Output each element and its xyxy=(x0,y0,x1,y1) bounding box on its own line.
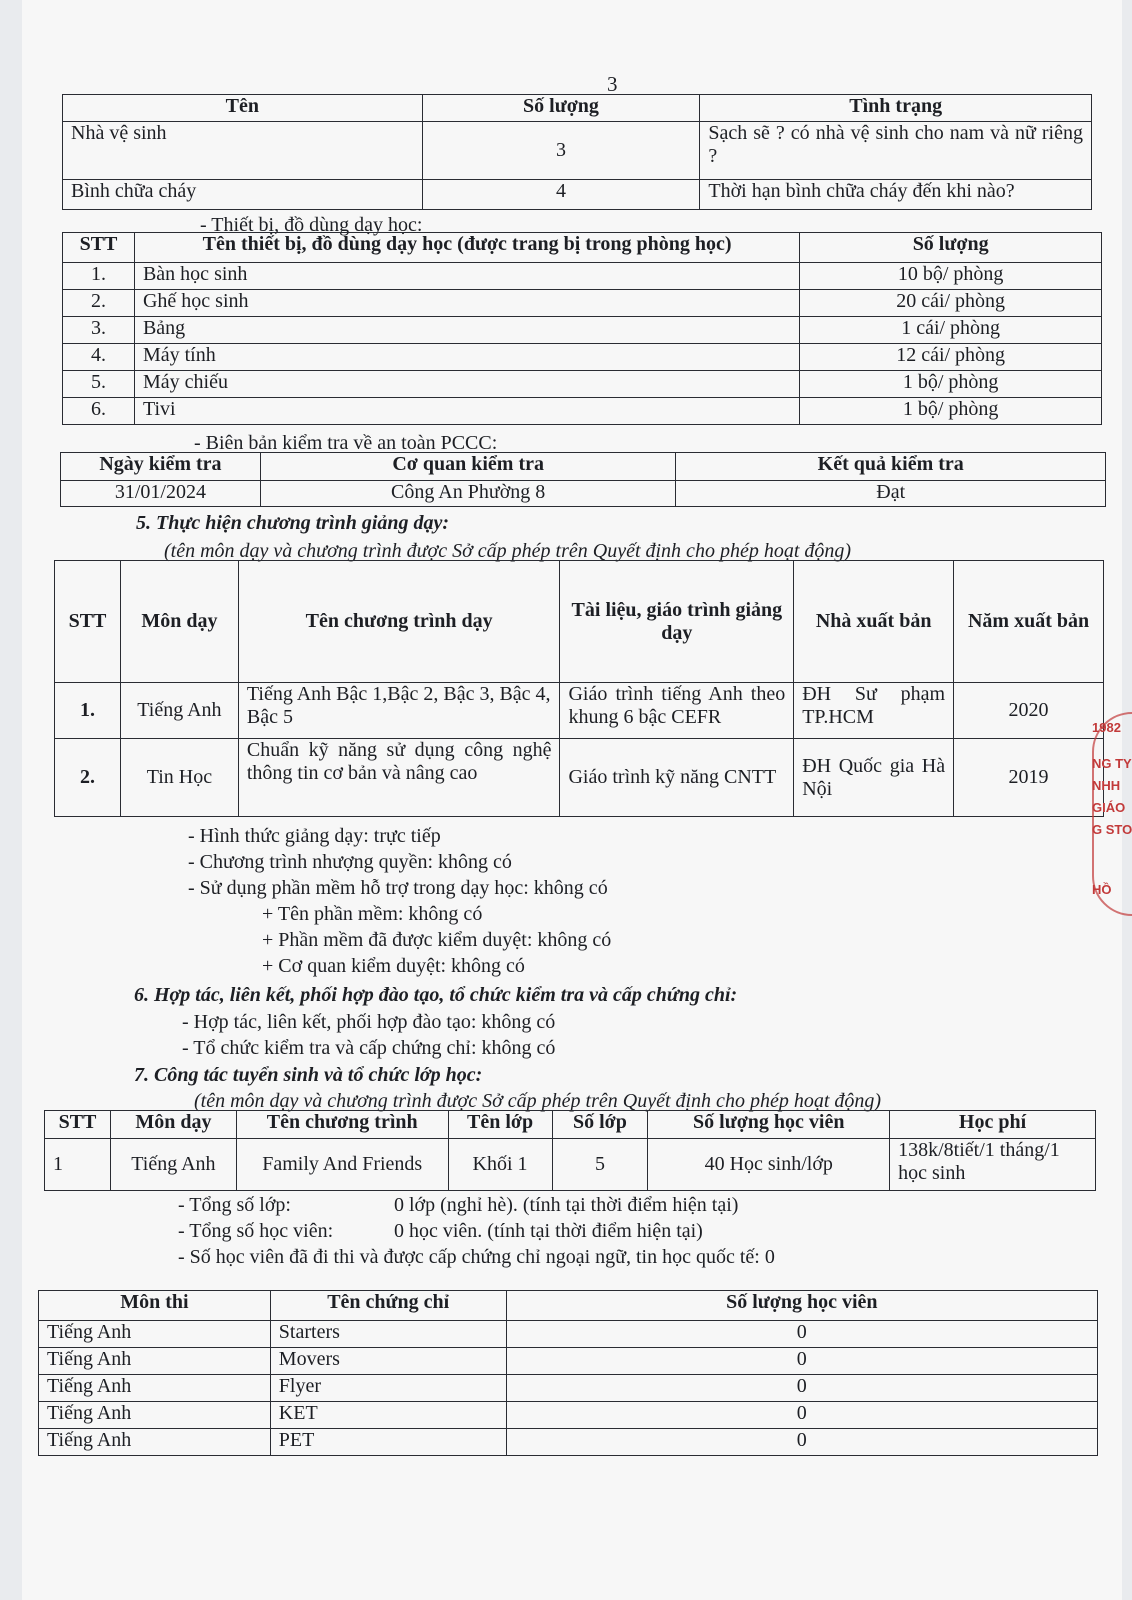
cell-quantity: 4 xyxy=(422,180,700,210)
cert-note: - Số học viên đã đi thi và được cấp chứng chỉ ngoại ngữ, tin học quốc tế: 0 xyxy=(178,1246,775,1268)
stamp-border xyxy=(1092,712,1132,916)
cell-quantity: 3 xyxy=(422,122,700,180)
table-row xyxy=(63,290,1102,317)
cell-student-count: 0 xyxy=(506,1321,1097,1348)
table-row xyxy=(39,1348,1098,1375)
header-program: Tên chương trình dạy xyxy=(238,561,560,683)
cell-stt: 3. xyxy=(63,317,135,344)
stamp-text: HỒ xyxy=(1092,882,1112,897)
header-stt: STT xyxy=(55,561,121,683)
cell-student-count: 0 xyxy=(506,1375,1097,1402)
cell-equipment: Bảng xyxy=(134,317,799,344)
stamp-text: G STO xyxy=(1092,822,1132,837)
note-line xyxy=(178,1194,738,1217)
cell-name: Nhà vệ sinh xyxy=(63,122,423,180)
note-line: - Chương trình nhượng quyền: không có xyxy=(188,851,512,873)
cell-program: Tiếng Anh Bậc 1,Bậc 2, Bậc 3, Bậc 4, Bậc 5 xyxy=(238,683,560,739)
cell-stt: 1 xyxy=(45,1139,111,1191)
header-date: Ngày kiểm tra xyxy=(61,453,261,481)
cell-result: Đạt xyxy=(676,481,1106,507)
cell-subject: Tiếng Anh xyxy=(120,683,238,739)
header-name: Tên xyxy=(63,95,423,122)
header-result: Kết quả kiểm tra xyxy=(676,453,1106,481)
table-row xyxy=(39,1402,1098,1429)
table-row xyxy=(39,1375,1098,1402)
table-row xyxy=(63,371,1102,398)
cell-student-count: 0 xyxy=(506,1348,1097,1375)
note-line: - Tổ chức kiểm tra và cấp chứng chỉ: không có xyxy=(182,1037,556,1059)
cell-equipment: Bàn học sinh xyxy=(134,263,799,290)
header-materials: Tài liệu, giáo trình giảng dạy xyxy=(560,561,794,683)
cell-date: 31/01/2024 xyxy=(61,481,261,507)
fire-safety-table xyxy=(60,452,1106,507)
cell-students: 40 Học sinh/lớp xyxy=(648,1139,890,1191)
cell-quantity: 1 bộ/ phòng xyxy=(800,398,1102,425)
page-number: 3 xyxy=(607,72,618,96)
certificates-table xyxy=(38,1290,1098,1456)
header-students: Số lượng học viên xyxy=(648,1111,890,1139)
cell-exam-subject: Tiếng Anh xyxy=(39,1321,271,1348)
header-class: Tên lớp xyxy=(448,1111,552,1139)
cell-student-count: 0 xyxy=(506,1402,1097,1429)
curriculum-table xyxy=(54,560,1104,817)
note-line: - Hợp tác, liên kết, phối hợp đào tạo: không có xyxy=(182,1011,556,1033)
cell-quantity: 10 bộ/ phòng xyxy=(800,263,1102,290)
note-line: + Phần mềm đã được kiểm duyệt: không có xyxy=(262,929,612,951)
table-row xyxy=(39,1429,1098,1456)
header-fee: Học phí xyxy=(890,1111,1096,1139)
table-row xyxy=(63,122,1092,180)
header-exam-subject: Môn thi xyxy=(39,1291,271,1321)
cell-class-count: 5 xyxy=(552,1139,648,1191)
header-subject: Môn dạy xyxy=(120,561,238,683)
cell-equipment: Ghế học sinh xyxy=(134,290,799,317)
cell-class: Khối 1 xyxy=(448,1139,552,1191)
cell-certificate: PET xyxy=(270,1429,506,1456)
header-certificate: Tên chứng chỉ xyxy=(270,1291,506,1321)
note-line xyxy=(178,1220,703,1243)
table-row xyxy=(55,739,1104,817)
note-line: - Hình thức giảng dạy: trực tiếp xyxy=(188,825,441,847)
stamp-text: NG TY xyxy=(1092,756,1132,771)
document-page xyxy=(22,0,1122,1600)
section7-subtitle: (tên môn dạy và chương trình được Sở cấp phép trên Quyết định cho phép hoạt động) xyxy=(194,1090,882,1112)
note-label: - Tổng số học viên: xyxy=(178,1220,334,1242)
cell-equipment: Tivi xyxy=(134,398,799,425)
section5-subtitle: (tên môn dạy và chương trình được Sở cấp phép trên Quyết định cho phép hoạt động) xyxy=(164,540,852,562)
note-label: - Tổng số lớp: xyxy=(178,1194,291,1216)
table-row xyxy=(63,344,1102,371)
cell-subject: Tiếng Anh xyxy=(110,1139,236,1191)
cell-materials: Giáo trình tiếng Anh theo khung 6 bậc CEFR xyxy=(560,683,794,739)
facilities-table xyxy=(62,94,1092,210)
cell-program: Chuẩn kỹ năng sử dụng công nghệ thông tin cơ bản và nâng cao xyxy=(238,739,560,817)
cell-certificate: Movers xyxy=(270,1348,506,1375)
header-class-count: Số lớp xyxy=(552,1111,648,1139)
equipment-intro: - Thiết bị, đồ dùng dạy học: xyxy=(200,214,423,236)
cell-stt: 1. xyxy=(63,263,135,290)
section5-title: 5. Thực hiện chương trình giảng dạy: xyxy=(136,512,450,534)
stamp-text: NHH xyxy=(1092,778,1121,793)
cell-quantity: 1 bộ/ phòng xyxy=(800,371,1102,398)
cell-exam-subject: Tiếng Anh xyxy=(39,1402,271,1429)
cell-program: Family And Friends xyxy=(236,1139,448,1191)
cell-year: 2019 xyxy=(954,739,1104,817)
stamp-text: 1982 xyxy=(1092,720,1121,735)
fire-safety-intro: - Biên bản kiểm tra về an toàn PCCC: xyxy=(194,432,498,454)
cell-exam-subject: Tiếng Anh xyxy=(39,1348,271,1375)
cell-stt: 6. xyxy=(63,398,135,425)
note-line: + Cơ quan kiểm duyệt: không có xyxy=(262,955,525,977)
note-value: 0 học viên. (tính tại thời điểm hiện tại) xyxy=(394,1220,703,1242)
stamp-text: GIÁO xyxy=(1092,800,1126,815)
cell-subject: Tin Học xyxy=(120,739,238,817)
cell-stt: 4. xyxy=(63,344,135,371)
table-row xyxy=(55,683,1104,739)
section7-title: 7. Công tác tuyển sinh và tổ chức lớp học: xyxy=(134,1064,483,1086)
cell-certificate: KET xyxy=(270,1402,506,1429)
cell-quantity: 12 cái/ phòng xyxy=(800,344,1102,371)
cell-publisher: ĐH Sư phạm TP.HCM xyxy=(794,683,954,739)
header-program: Tên chương trình xyxy=(236,1111,448,1139)
cell-name: Bình chữa cháy xyxy=(63,180,423,210)
table-row xyxy=(61,481,1106,507)
table-row xyxy=(39,1321,1098,1348)
cell-exam-subject: Tiếng Anh xyxy=(39,1429,271,1456)
cell-equipment: Máy chiếu xyxy=(134,371,799,398)
cell-stt: 1. xyxy=(55,683,121,739)
cell-fee: 138k/8tiết/1 tháng/1 học sinh xyxy=(890,1139,1096,1191)
cell-exam-subject: Tiếng Anh xyxy=(39,1375,271,1402)
header-quantity: Số lượng xyxy=(422,95,700,122)
header-agency: Cơ quan kiểm tra xyxy=(260,453,676,481)
cell-stt: 2. xyxy=(63,290,135,317)
table-row xyxy=(63,317,1102,344)
cell-materials: Giáo trình kỹ năng CNTT xyxy=(560,739,794,817)
cell-stt: 2. xyxy=(55,739,121,817)
cell-agency: Công An Phường 8 xyxy=(260,481,676,507)
cell-certificate: Flyer xyxy=(270,1375,506,1402)
section6-title: 6. Hợp tác, liên kết, phối hợp đào tạo, tổ chức kiểm tra và cấp chứng chỉ: xyxy=(134,984,738,1006)
table-row xyxy=(63,263,1102,290)
table-row xyxy=(63,398,1102,425)
header-subject: Môn dạy xyxy=(110,1111,236,1139)
header-status: Tình trạng xyxy=(700,95,1092,122)
cell-publisher: ĐH Quốc gia Hà Nội xyxy=(794,739,954,817)
header-stt: STT xyxy=(45,1111,111,1139)
cell-quantity: 20 cái/ phòng xyxy=(800,290,1102,317)
cell-year: 2020 xyxy=(954,683,1104,739)
table-row xyxy=(63,180,1092,210)
header-stt: STT xyxy=(63,233,135,263)
cell-status: Sạch sẽ ? có nhà vệ sinh cho nam và nữ riêng ? xyxy=(700,122,1092,180)
note-value: 0 lớp (nghỉ hè). (tính tại thời điểm hiện tại) xyxy=(394,1194,739,1216)
enrollment-table xyxy=(44,1110,1096,1191)
cell-stt: 5. xyxy=(63,371,135,398)
note-line: - Sử dụng phần mềm hỗ trợ trong dạy học: không có xyxy=(188,877,608,899)
header-equipment: Tên thiết bị, đồ dùng dạy học (được trang bị trong phòng học) xyxy=(134,233,799,263)
header-publisher: Nhà xuất bản xyxy=(794,561,954,683)
table-row xyxy=(45,1139,1096,1191)
cell-equipment: Máy tính xyxy=(134,344,799,371)
cell-student-count: 0 xyxy=(506,1429,1097,1456)
cell-certificate: Starters xyxy=(270,1321,506,1348)
note-line: + Tên phần mềm: không có xyxy=(262,903,483,925)
equipment-table xyxy=(62,232,1102,425)
header-student-count: Số lượng học viên xyxy=(506,1291,1097,1321)
header-quantity: Số lượng xyxy=(800,233,1102,263)
cell-status: Thời hạn bình chữa cháy đến khi nào? xyxy=(700,180,1092,210)
header-year: Năm xuất bản xyxy=(954,561,1104,683)
cell-quantity: 1 cái/ phòng xyxy=(800,317,1102,344)
